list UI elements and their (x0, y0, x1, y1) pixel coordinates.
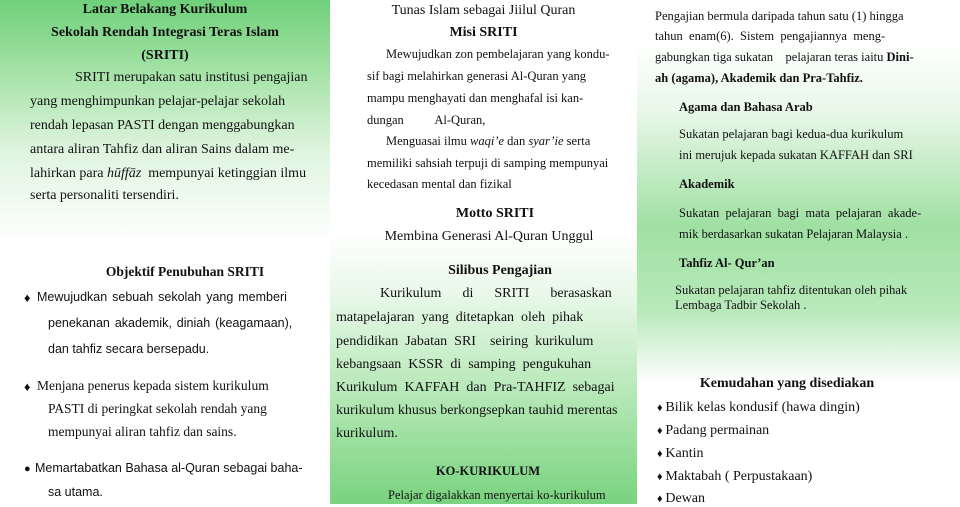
objektif-item-line: penekanan akademik, diniah (keagamaan), (48, 316, 293, 330)
heading-school-name: Sekolah Rendah Integrasi Teras Islam (51, 25, 279, 40)
intro-line: rendah lepasan PASTI dengan menggabungkan (30, 118, 295, 133)
misi-line: Menguasai ilmu waqi’e dan syar’ie serta (386, 134, 591, 148)
facility-item: ♦ Dewan (657, 491, 706, 506)
silibus-title: Silibus Pengajian (448, 263, 552, 278)
misi-line: dungan Al-Quran, (367, 113, 486, 127)
agama-title: Agama dan Bahasa Arab (679, 100, 813, 114)
objektif-item-line: Menjana penerus kepada sistem kurikulum (37, 378, 269, 393)
column-left (0, 0, 330, 504)
bullet-icon: ♦ (657, 448, 666, 460)
facility-item: ♦ Kantin (657, 446, 704, 461)
column-middle (330, 0, 637, 504)
kokurikulum-title: KO-KURIKULUM (435, 464, 541, 478)
intro-line: tahun enam(6). Sistem pengajiannya meng- (655, 29, 886, 43)
akademik-line: Sukatan pelajaran bagi mata pelajaran akade- (679, 206, 922, 220)
silibus-line: matapelajaran yang ditetapkan oleh pihak (336, 310, 584, 325)
akademik-title: Akademik (679, 177, 735, 191)
misi-line: kecedasan mental dan fizikal (367, 177, 512, 191)
objektif-item-line: Memartabatkan Bahasa al-Quran sebagai baha- (35, 461, 303, 475)
intro-line: Pengajian bermula daripada tahun satu (1) hingga (655, 9, 904, 23)
bullet-icon: ♦ (657, 493, 666, 505)
agama-line: ini merujuk kepada sukatan KAFFAH dan SRI (679, 148, 913, 162)
misi-line: Mewujudkan zon pembelajaran yang kondu- (386, 47, 610, 61)
intro-line: serta personaliti tersendiri. (30, 188, 179, 203)
intro-line: antara aliran Tahfiz dan aliran Sains dalam me- (30, 142, 295, 157)
silibus-line: Kurikulum di SRITI berasaskan (380, 286, 612, 301)
objektif-item-line: sa utama. (48, 485, 103, 499)
motto-title: Motto SRITI (455, 206, 535, 221)
silibus-line: pendidikan Jabatan SRI seiring kurikulum (336, 334, 594, 349)
bullet-icon: ♦ (24, 380, 31, 394)
facility-item: ♦ Maktabah ( Perpustakaan) (657, 469, 813, 484)
heading-latar-belakang: Latar Belakang Kurikulum (82, 2, 248, 17)
misi-title: Misi SRITI (449, 25, 518, 40)
intro-line: gabungkan tiga sukatan pelajaran teras iaitu Dini- (655, 50, 914, 64)
heading-sriti: (SRITI) (141, 48, 189, 63)
tahfiz-line: Lembaga Tadbir Sekolah . (675, 298, 807, 312)
facility-item: ♦ Bilik kelas kondusif (hawa dingin) (657, 400, 860, 415)
objektif-item-line: dan tahfiz secara bersepadu. (48, 342, 210, 356)
bullet-icon: ♦ (24, 291, 31, 305)
intro-line: yang menghimpunkan pelajar-pelajar sekolah (30, 94, 286, 109)
bullet-icon: ♦ (657, 471, 666, 483)
objektif-title: Objektif Penubuhan SRITI (105, 264, 265, 279)
silibus-line: kurikulum. (336, 426, 398, 441)
bullet-icon: ♦ (657, 402, 666, 414)
akademik-line: mik berdasarkan sukatan Pelajaran Malaysia . (679, 227, 909, 241)
silibus-line: Kurikulum KAFFAH dan Pra-TAHFIZ sebagai (336, 380, 615, 395)
bullet-icon: ♦ (657, 425, 666, 437)
objektif-item-line: PASTI di peringkat sekolah rendah yang (48, 401, 267, 416)
intro-line: ah (agama), Akademik dan Pra-Tahfiz. (655, 71, 863, 85)
kokurikulum-text: Pelajar digalakkan menyertai ko-kurikulum (388, 488, 606, 502)
silibus-line: kurikulum khusus berkongsepkan tauhid merentas (336, 403, 618, 418)
agama-line: Sukatan pelajaran bagi kedua-dua kurikulum (679, 127, 904, 141)
motto-text: Membina Generasi Al-Quran Unggul (384, 229, 594, 244)
misi-line: memiliki sahsiah terpuji di samping mempunyai (367, 156, 609, 170)
tahfiz-line: Sukatan pelajaran tahfiz ditentukan oleh pihak (675, 283, 908, 297)
misi-line: sif bagi melahirkan generasi Al-Quran yang (367, 69, 587, 83)
column-right (637, 0, 960, 504)
kemudahan-title: Kemudahan yang disediakan (699, 376, 875, 391)
intro-line: lahirkan para hūffāz mempunyai ketinggian ilmu (30, 166, 307, 181)
misi-line: mampu menghayati dan menghafal isi kan- (367, 91, 584, 105)
silibus-line: kebangsaan KSSR di samping pengukuhan (336, 357, 592, 372)
tagline: Tunas Islam sebagai Jiilul Quran (391, 3, 576, 18)
objektif-item-line: mempunyai aliran tahfiz dan sains. (48, 424, 237, 439)
facility-item: ♦ Padang permainan (657, 423, 770, 438)
intro-line: SRITI merupakan satu institusi pengajian (75, 70, 308, 85)
tahfiz-title: Tahfiz Al- Qur’an (679, 256, 775, 270)
objektif-item-line: Mewujudkan sebuah sekolah yang memberi (37, 290, 287, 304)
bullet-icon: ● (24, 463, 31, 475)
